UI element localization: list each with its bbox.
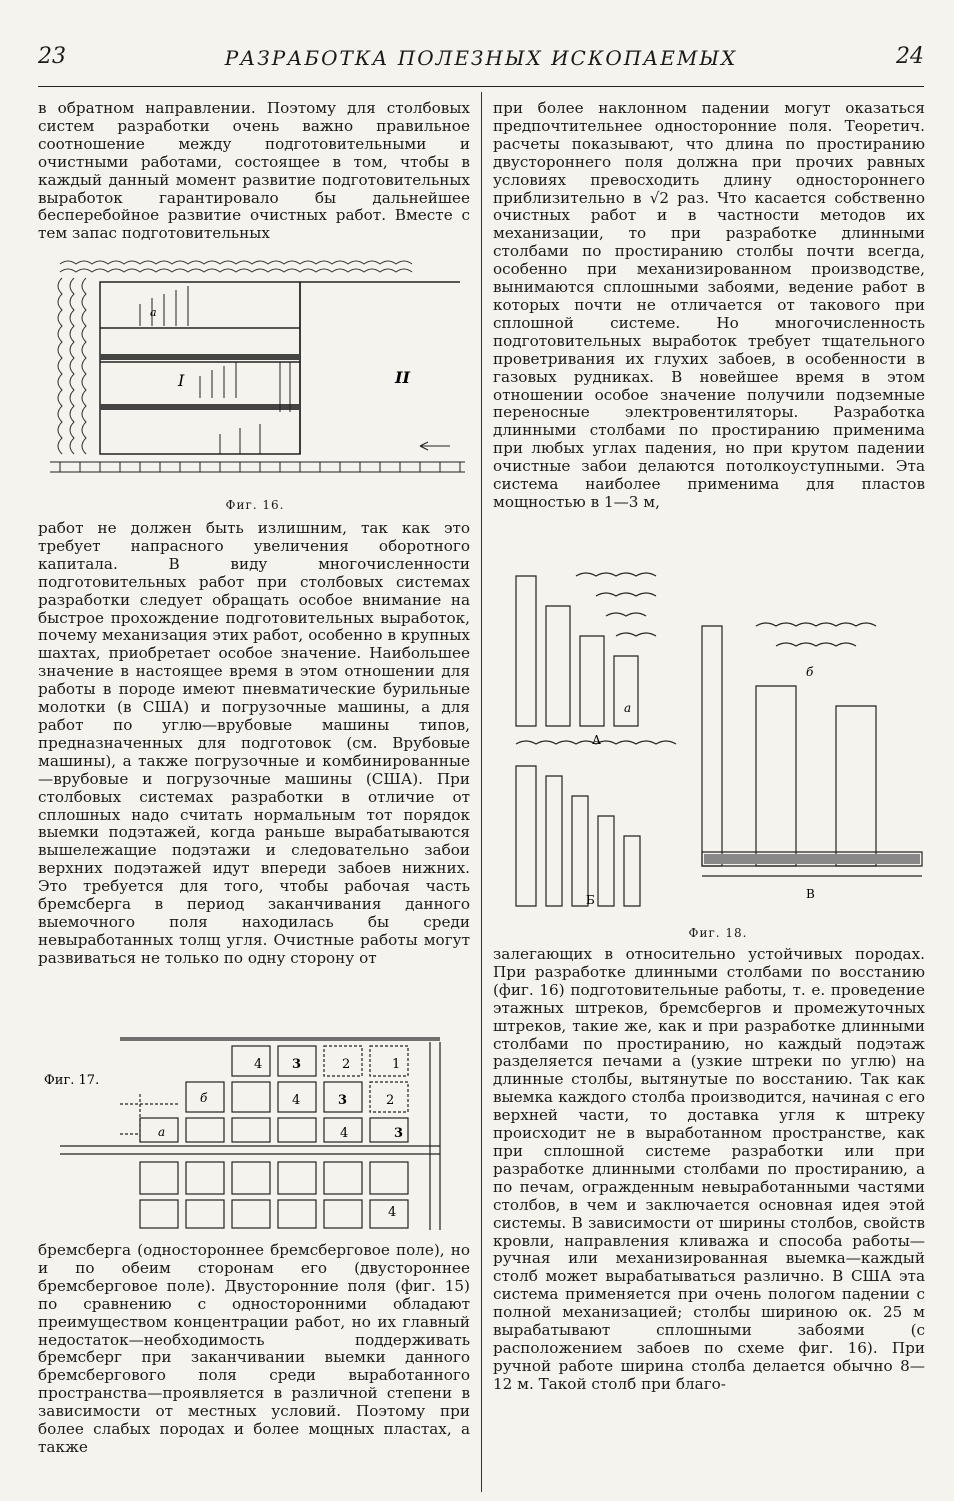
header-rule [38, 86, 924, 87]
figure-18 [506, 566, 930, 940]
column-divider [481, 92, 482, 1492]
page-number-right: 24 [896, 44, 924, 69]
col2-para2: залегающих в относительно устойчивых породах. При разработке длинными столбами по восстанию (фиг. 16) подготовительные работы, т. е. проведение этажных штреков, бремсбергов и промежуточных штреков, такие же, как и при разработке длинными столбами по простиранию, но каждый подэтаж разделяется печами a (узкие штреки по углю) на длинные столбы, вытянутые по восстанию. Так как выемка каждого столба производится, начиная с его верхней части, то доставка угля к штреку происходит не в выработанном пространстве, как при сплошной системе разработки или при разработке длинными столбами по простиранию, а по печам, огражденным невыработанными частями столбов, в чем и заключается основная идея этой системы. В зависимости от ширины столбов, свойств кровли, направления кливажа и способа работы—ручная или механизированная выемка—каждый столб может вырабатываться различно. В США эта система применяется при очень пологом падении с полной механизацией; столбы шириною ок. 25 м вырабатывают сплошными забоями (с расположением забоев по схеме фиг. 16). При ручной работе ширина столба делается обычно 8—12 м. Такой столб при благо- [493, 945, 925, 1393]
running-title: РАЗРАБОТКА ПОЛЕЗНЫХ ИСКОПАЕМЫХ [224, 46, 738, 70]
figure-16 [40, 258, 470, 510]
fig17-n4: 4 [254, 1057, 263, 1072]
figure-17 [40, 1034, 470, 1234]
fig17-n3: 3 [292, 1057, 302, 1072]
fig17-n3c: 3 [394, 1126, 404, 1141]
fig17-n4c: 4 [340, 1126, 349, 1141]
fig17-label-b: б [200, 1091, 208, 1105]
fig17-n4d: 4 [388, 1205, 397, 1220]
fig17-n2: 2 [342, 1057, 351, 1072]
page-header [38, 40, 924, 80]
figure-18-caption: Фиг. 18. [688, 926, 748, 940]
figure-17-drawing [40, 1034, 470, 1234]
col1-para3: бремсберга (одностороннее бремсберговое поле), но и по обеим сторонам его (двустороннее бремсберговое поле). Двусторонние поля (фиг. 15) по сравнению с односторонними обладают преимуществом концентрации работ, но их главный недостаток—необходимость поддерживать бремсберг при заканчивании выемки данного бремсбергового поля среди выработанного пространства—проявляется в различной степени в зависимости от местных условий. Поэтому при более слабых породах и более мощных пластах, а также [38, 1241, 470, 1456]
fig17-n4b: 4 [292, 1093, 301, 1108]
fig18-label-A: А [592, 733, 602, 747]
fig18-label-V: В [806, 887, 815, 901]
fig18-label-a: а [624, 701, 632, 715]
figure-17-caption: Фиг. 17. [44, 1073, 100, 1088]
col2-para1: при более наклонном падении могут оказаться предпочтительнее односторонние поля. Теоретич. расчеты показывают, что длина по простиранию двустороннего поля должна при прочих равных условиях превосходить длину одностороннего приблизительно в √2 раз. Что касается собственно очистных работ и в частности методов их механизации, то при разработке длинными столбами по простиранию столбы почти всегда, особенно при механизированном производстве, вынимаются сплошными забоями, ведение работ в которых почти не отличается от такового при сплошной системе. Но многочисленность подготовительных выработок требует тщательного проветривания их глухих забоев, в особенности в газовых рудниках. В новейшее время в этом отношении особое значение получили подземные переносные электровентиляторы. Разработка длинными столбами по простиранию применима при любых углах падения, но при крутом падении очистные забои делаются потолкоуступными. Эта система наиболее применима для пластов мощностью в 1—3 м, [493, 99, 925, 511]
fig16-label-a: a [150, 306, 157, 319]
fig18-label-b: б [806, 665, 814, 679]
figure-18-drawing [506, 566, 930, 910]
fig17-n2b: 2 [386, 1093, 395, 1108]
figure-16-caption: Фиг. 16. [225, 498, 285, 512]
page-number-left: 23 [38, 44, 66, 69]
fig18-label-B: Б [586, 893, 595, 907]
figure-16-drawing [40, 258, 470, 480]
fig17-label-a: а [158, 1125, 166, 1139]
fig16-label-I: I [178, 371, 185, 390]
fig16-label-II: II [395, 368, 410, 387]
col1-para1: в обратном направлении. Поэтому для столбовых систем разработки очень важно правильное соотношение между подготовительными и очистными работами, состоящее в том, чтобы в каждый данный момент развитие подготовительных выработок гарантировало бы дальнейшее бесперебойное развитие очистных работ. Вместе с тем запас подготовительных [38, 99, 470, 243]
fig17-n1: 1 [392, 1057, 401, 1072]
col1-para2: работ не должен быть излишним, так как это требует напрасного увеличения оборотного капитала. В виду многочисленности подготовительных работ при столбовых системах разработки следует обращать особое внимание на быстрое прохождение подготовительных выработок, почему механизация этих работ, особенно в крупных шахтах, приобретает особое значение. Наибольшее значение в настоящее время в этом отношении для работы в породе имеют пневматические бурильные молотки (в США) и погрузочные машины, а для работ по углю—врубовые машины типов, предназначенных для подготовок (см. Врубовые машины), а также погрузочные и комбинированные—врубовые и погрузочные машины (США). При столбовых системах разработки в отличие от сплошных надо считать нормальным тот порядок выемки подэтажей, когда раньше вырабатываются вышележащие подэтажи и следовательно забои верхних подэтажей идут впереди забоев нижних. Это требуется для того, чтобы рабочая часть бремсберга в период заканчивания данного выемочного поля находилась бы среди невыработанных толщ угля. Очистные работы могут развиваться не только по одну сторону от [38, 519, 470, 967]
fig17-n3b: 3 [338, 1093, 348, 1108]
